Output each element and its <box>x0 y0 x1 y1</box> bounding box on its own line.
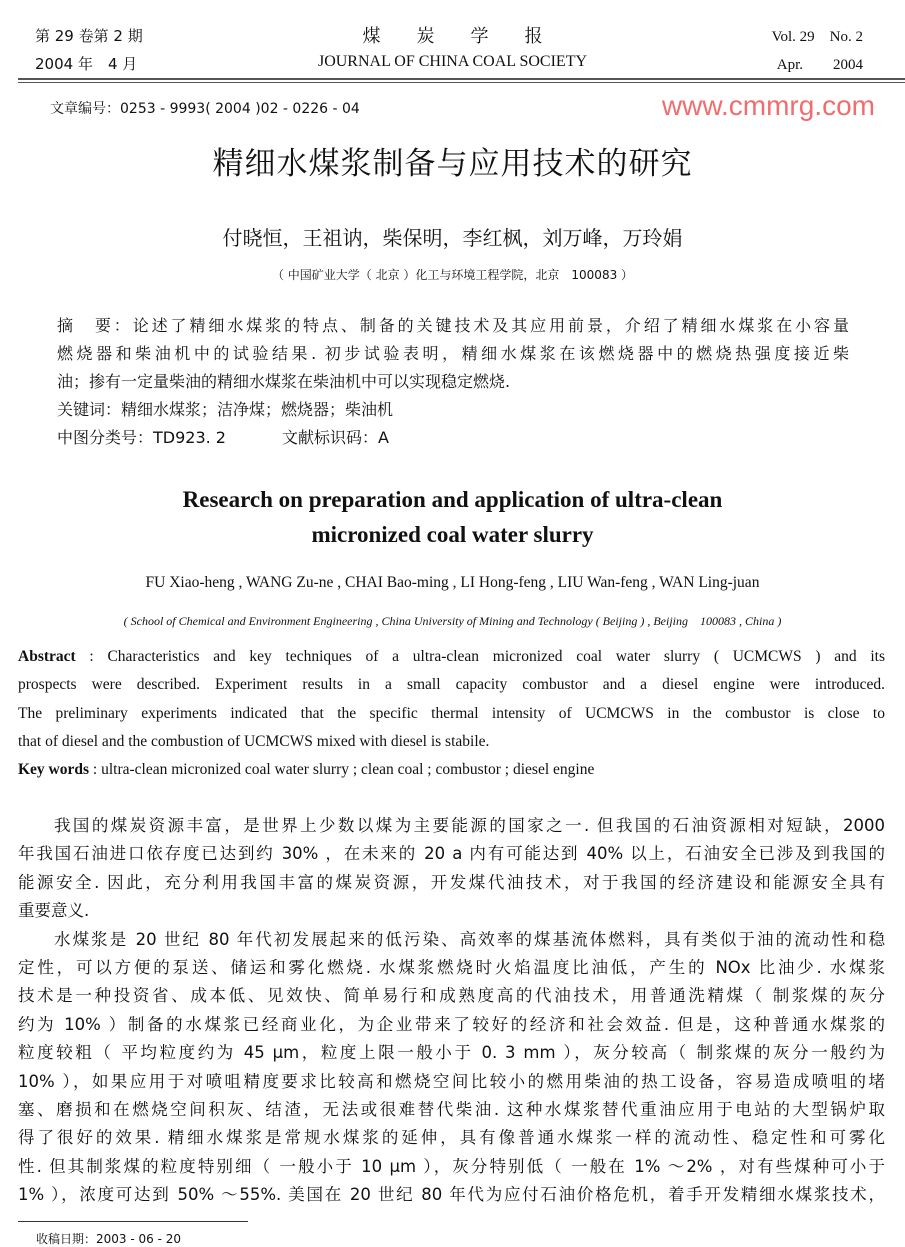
body-line: 水煤浆是 20 世纪 80 年代初发展起来的低污染、高效率的煤基流体燃料，具有类似于油的流动性和稳 <box>54 929 885 949</box>
keywords-cn: 关键词：精细水煤浆；洁净煤；燃烧器；柴油机 <box>57 400 394 419</box>
body-line: 得了很好的效果. 精细水煤浆是常规水煤浆的延伸，具有像普通水煤浆一样的流动性、稳定性和可雾化 <box>18 1128 885 1148</box>
body-line: 年我国石油进口依存度已达到约 30% ，在未来的 20 a 内有可能达到 40% 以上，石油安全已涉及到我国的 <box>18 844 885 864</box>
date-en: Apr. 2004 <box>776 57 863 73</box>
abstract-en-line: that of diesel and the combustion of UCMCWS mixed with diesel is stabile. <box>18 732 490 750</box>
header-rule <box>18 78 905 80</box>
body-line: 定性，可以方便的泵送、储运和雾化燃烧. 水煤浆燃烧时火焰温度比油低，产生的 NOx 比油少. 水煤浆 <box>18 958 885 978</box>
body-line: 性. 但其制浆煤的粒度特别细（ 一般小于 10 μm ），灰分特别低（ 一般在 1% ～2% ，对有些煤种可小于 <box>18 1156 885 1176</box>
keywords-label: Key words <box>18 761 90 779</box>
abstract-label: Abstract <box>18 648 76 665</box>
date-cn: 2004 年 4 月 <box>35 55 138 73</box>
abstract-en-line: Abstract : Characteristics and key techniques of a ultra-clean micronized coal water slurry ( UCMCWS ) and its <box>18 648 886 665</box>
volume-issue-cn: 第 29 卷第 2 期 <box>35 27 143 45</box>
authors-cn: 付晓恒，王祖讷，柴保明，李红枫，刘万峰，万玲娟 <box>222 226 683 250</box>
abstract-cn-line: 燃烧器和柴油机中的试验结果. 初步试验表明，精细水煤浆在该燃烧器中的燃烧热强度接近柴 <box>57 344 849 363</box>
body-line: 10% ），如果应用于对喷咀精度要求比较高和燃烧空间比较小的燃用柴油的热工设备，容易造成喷咀的堵 <box>18 1071 885 1091</box>
abstract-cn-line: 摘 要：论述了精细水煤浆的特点、制备的关键技术及其应用前景，介绍了精细水煤浆在小容量 <box>57 316 849 335</box>
journal-name-en: JOURNAL OF CHINA COAL SOCIETY <box>317 53 588 70</box>
keywords-en: Key words : ultra-clean micronized coal water slurry ; clean coal ; combustor ; diesel engine <box>18 761 595 779</box>
abstract-en-line: The preliminary experiments indicated that the specific thermal intensity of UCMCWS in the combustor is close to <box>18 704 885 722</box>
abstract-en <box>18 643 885 784</box>
body-line: 技术是一种投资省、成本低、见效快、简单易行和成熟度高的代油技术，用普通洗精煤（ 制浆煤的灰分 <box>18 986 885 1006</box>
abstract-cn <box>57 312 849 452</box>
journal-name-cn: 煤 炭 学 报 <box>362 26 543 47</box>
footnote-received-date: 收稿日期：2003 - 06 - 20 <box>36 1232 181 1246</box>
abstract-en-text: Characteristics and key techniques of a ultra-clean micronized coal water slurry ( UCMCWS ) and its <box>107 648 886 665</box>
body-line: 塞、磨损和在燃烧空间积灰、结渣，无法或很难替代柴油. 这种水煤浆替代重油应用于电站的大型锅炉取 <box>18 1100 885 1120</box>
affiliation-cn: （ 中国矿业大学（ 北京 ）化工与环境工程学院，北京 100083 ） <box>271 268 634 282</box>
body-line: 约为 10% ）制备的水煤浆已经商业化，为企业带来了较好的经济和社会效益. 但是，这种普通水煤浆的 <box>18 1014 885 1034</box>
body-line: 重要意义. <box>18 901 90 921</box>
abstract-en-line: prospects were described. Experiment results in a small capacity combustor and a diesel engine were introduced. <box>18 676 885 694</box>
volume-issue-en: Vol. 29 No. 2 <box>771 29 863 45</box>
authors-en: FU Xiao-heng , WANG Zu-ne , CHAI Bao-ming , LI Hong-feng , LIU Wan-feng , WAN Ling-juan <box>145 574 760 591</box>
affiliation-en: ( School of Chemical and Environment Engineering , China University of Mining and Technology ( Beijing ) , Beijing 100083 , China ) <box>123 614 782 628</box>
title-en-line: Research on preparation and application of ultra-clean <box>182 487 723 512</box>
title-en <box>0 482 905 552</box>
document-code: 文献标识码：A <box>282 428 389 447</box>
watermark: www.cmmrg.com <box>661 90 875 121</box>
abstract-cn-line: 油；掺有一定量柴油的精细水煤浆在柴油机中可以实现稳定燃烧. <box>57 372 511 391</box>
body-text <box>18 812 885 1210</box>
body-line: 1% ），浓度可达到 50% ～55%. 美国在 20 世纪 80 年代为应付石油价格危机，着手开发精细水煤浆技术， <box>18 1185 885 1205</box>
header-rule-thin <box>18 82 905 83</box>
body-line: 粒度较粗（ 平均粒度约为 45 μm，粒度上限一般小于 0. 3 mm ），灰分较高（ 制浆煤的灰分一般约为 <box>18 1043 885 1063</box>
body-line: 能源安全. 因此，充分利用我国丰富的煤炭资源，开发煤代油技术，对于我国的经济建设和能源安全具有 <box>18 872 885 892</box>
footnote-rule <box>18 1221 248 1222</box>
title-cn: 精细水煤浆制备与应用技术的研究 <box>212 146 693 182</box>
body-line: 我国的煤炭资源丰富，是世界上少数以煤为主要能源的国家之一. 但我国的石油资源相对短缺，2000 <box>54 816 885 835</box>
classification-line <box>57 424 849 452</box>
keywords-en-text: ultra-clean micronized coal water slurry ; clean coal ; combustor ; diesel engine <box>101 761 595 779</box>
classification-number: 中图分类号：TD923. 2 <box>57 428 226 447</box>
title-en-line: micronized coal water slurry <box>311 522 594 547</box>
article-number: 文章编号：0253 - 9993( 2004 )02 - 0226 - 04 <box>50 101 360 117</box>
